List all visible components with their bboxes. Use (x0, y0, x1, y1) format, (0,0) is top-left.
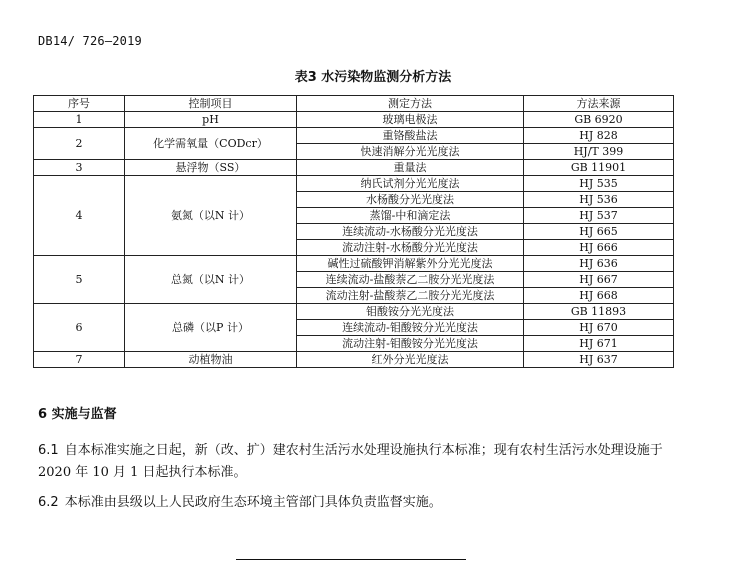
source-cell: HJ 637 (524, 352, 674, 368)
control-item: 化学需氧量（CODcr） (125, 128, 297, 160)
source-cell: HJ 667 (524, 272, 674, 288)
source-cell: HJ 536 (524, 192, 674, 208)
row-number: 7 (34, 352, 125, 368)
source-cell: GB 11901 (524, 160, 674, 176)
source-cell: HJ 670 (524, 320, 674, 336)
source-cell: GB 6920 (524, 112, 674, 128)
source-cell: HJ/T 399 (524, 144, 674, 160)
method-cell: 纳氏试剂分光光度法 (297, 176, 524, 192)
source-cell: HJ 665 (524, 224, 674, 240)
column-header-item: 控制项目 (125, 96, 297, 112)
method-cell: 流动注射-水杨酸分光光度法 (297, 240, 524, 256)
clause-6-2-text: 本标准由县级以上人民政府生态环境主管部门具体负责监督实施。 (64, 495, 442, 510)
row-number: 2 (34, 128, 125, 160)
row-number: 6 (34, 304, 125, 352)
method-cell: 连续流动-钼酸铵分光光度法 (297, 320, 524, 336)
table-row (34, 176, 674, 192)
table-row (34, 352, 674, 368)
source-cell: HJ 671 (524, 336, 674, 352)
source-cell: HJ 828 (524, 128, 674, 144)
method-cell: 玻璃电极法 (297, 112, 524, 128)
method-cell: 钼酸铵分光光度法 (297, 304, 524, 320)
clause-6-2 (38, 492, 668, 514)
method-cell: 快速消解分光光度法 (297, 144, 524, 160)
method-cell: 碱性过硫酸钾消解紫外分光光度法 (297, 256, 524, 272)
control-item: 氨氮（以N 计） (125, 176, 297, 256)
method-cell: 流动注射-盐酸萘乙二胺分光光度法 (297, 288, 524, 304)
clause-6-1-number: 6.1 (38, 443, 59, 458)
row-number: 5 (34, 256, 125, 304)
source-cell: HJ 668 (524, 288, 674, 304)
end-of-document-rule (236, 559, 466, 560)
row-number: 4 (34, 176, 125, 256)
control-item: 总氮（以N 计） (125, 256, 297, 304)
source-cell: GB 11893 (524, 304, 674, 320)
clause-6-1-text: 自本标准实施之日起，新（改、扩）建农村生活污水处理设施执行本标准；现有农村生活污水处理设施于 2020 年 10 月 1 日起执行本标准。 (38, 443, 663, 480)
control-item: pH (125, 112, 297, 128)
table-title: 表3 水污染物监测分析方法 (294, 70, 452, 85)
column-header-method: 测定方法 (297, 96, 524, 112)
row-number: 1 (34, 112, 125, 128)
row-number: 3 (34, 160, 125, 176)
control-item: 总磷（以P 计） (125, 304, 297, 352)
method-cell: 水杨酸分光光度法 (297, 192, 524, 208)
control-item: 动植物油 (125, 352, 297, 368)
table-row (34, 256, 674, 272)
table-header-row (34, 96, 674, 112)
monitoring-methods-table (33, 95, 674, 368)
method-cell: 红外分光光度法 (297, 352, 524, 368)
column-header-source: 方法来源 (524, 96, 674, 112)
section-6-heading: 6 实施与监督 (38, 407, 117, 422)
document-code: DB14/ 726—2019 (38, 34, 142, 48)
table-row (34, 128, 674, 144)
method-cell: 重量法 (297, 160, 524, 176)
method-cell: 连续流动-盐酸萘乙二胺分光光度法 (297, 272, 524, 288)
clause-6-2-number: 6.2 (38, 495, 59, 510)
clause-6-1 (38, 440, 668, 484)
source-cell: HJ 535 (524, 176, 674, 192)
control-item: 悬浮物（SS） (125, 160, 297, 176)
method-cell: 蒸馏-中和滴定法 (297, 208, 524, 224)
source-cell: HJ 537 (524, 208, 674, 224)
table-row (34, 160, 674, 176)
source-cell: HJ 666 (524, 240, 674, 256)
method-cell: 重铬酸盐法 (297, 128, 524, 144)
table-row (34, 112, 674, 128)
column-header-no: 序号 (34, 96, 125, 112)
source-cell: HJ 636 (524, 256, 674, 272)
table-row (34, 304, 674, 320)
method-cell: 连续流动-水杨酸分光光度法 (297, 224, 524, 240)
method-cell: 流动注射-钼酸铵分光光度法 (297, 336, 524, 352)
